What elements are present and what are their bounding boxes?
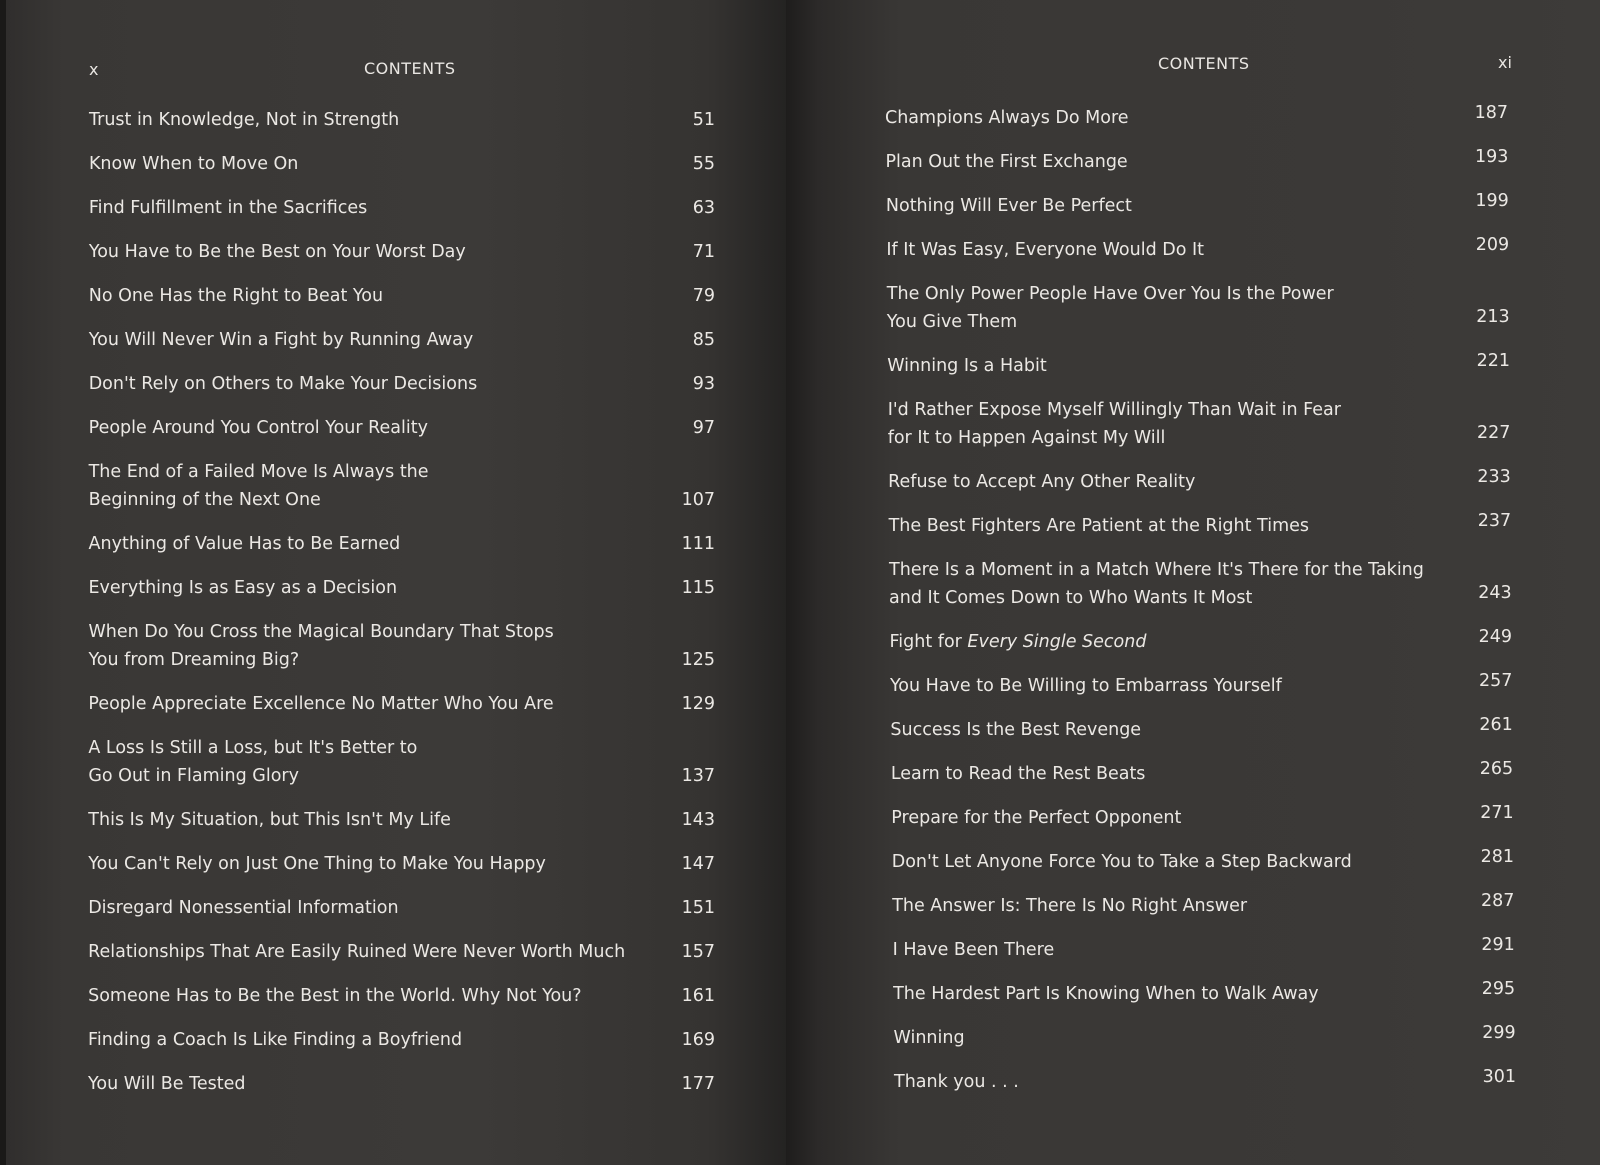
toc-entry-title-line: Refuse to Accept Any Other Reality: [888, 472, 1196, 492]
toc-entry-page-number: 187: [1474, 103, 1508, 123]
toc-entry-title-line: Prepare for the Perfect Opponent: [891, 808, 1182, 828]
toc-entry: [88, 982, 715, 1010]
toc-entry-title-line: and It Comes Down to Who Wants It Most: [889, 588, 1253, 608]
toc-entry-title: [890, 672, 1282, 700]
toc-entry-title-line: Learn to Read the Rest Beats: [890, 764, 1146, 784]
left-page: [0, 0, 786, 1165]
toc-entry-page-number: 111: [681, 534, 715, 554]
toc-entry-title-line: Don't Let Anyone Force You to Take a Step Backward: [891, 852, 1352, 872]
toc-entry-title-line: Disregard Nonessential Information: [88, 898, 399, 918]
toc-entry: [892, 935, 1515, 964]
toc-entry-title-line: Everything Is as Easy as a Decision: [88, 578, 398, 598]
toc-entry-title: [890, 716, 1141, 744]
toc-entry: [88, 1026, 715, 1054]
toc-entry-title-italic: Every Single Second: [967, 632, 1147, 652]
toc-entry: [88, 690, 715, 718]
toc-entry: [88, 238, 715, 266]
toc-entry-title: [889, 556, 1424, 612]
toc-entry-title-line: You Will Never Win a Fight by Running Away: [88, 330, 474, 350]
toc-entry-title-line: Finding a Coach Is Like Finding a Boyfriend: [88, 1030, 463, 1050]
toc-entry-title-line: Trust in Knowledge, Not in Strength: [89, 110, 400, 130]
toc-entry-page-number: 115: [681, 578, 715, 598]
toc-entry-page-number: 257: [1478, 671, 1513, 691]
toc-entry-page-number: 193: [1474, 147, 1509, 167]
toc-entry-title: [885, 104, 1129, 132]
right-page: [786, 0, 1600, 1165]
toc-entry-title-line: Winning: [893, 1028, 965, 1048]
toc-entry: [893, 1023, 1516, 1052]
toc-entry: [88, 574, 715, 602]
toc-entry-title: [88, 618, 553, 674]
toc-entry-page-number: 151: [681, 898, 715, 918]
toc-entry-page-number: 161: [681, 986, 715, 1006]
toc-entry-title-line: Nothing Will Ever Be Perfect: [885, 196, 1132, 216]
right-header: CONTENTS: [1158, 54, 1250, 73]
toc-entry-title: [89, 282, 383, 310]
toc-entry: [891, 803, 1514, 832]
toc-entry-title-line: You from Dreaming Big?: [88, 650, 300, 670]
toc-entry-title: [89, 238, 466, 266]
toc-entry-page-number: 233: [1477, 467, 1511, 487]
toc-entry-title: [88, 1070, 245, 1098]
toc-entry-title-line: Beginning of the Next One: [88, 490, 321, 510]
toc-entry-title: [890, 628, 1147, 656]
toc-entry-title: [88, 894, 398, 922]
toc-entry: [889, 556, 1512, 612]
toc-entry-title: [88, 1026, 462, 1054]
toc-entry-title-line: This Is My Situation, but This Isn't My Life: [88, 810, 451, 830]
toc-entry-title: [893, 936, 1055, 964]
toc-entry-title: [894, 1068, 1019, 1096]
toc-entry-page-number: 93: [692, 374, 715, 394]
toc-entry-page-number: 295: [1481, 979, 1516, 999]
toc-entry: [88, 150, 715, 178]
toc-entry-title: [887, 352, 1046, 380]
toc-entry-page-number: 249: [1478, 627, 1512, 647]
toc-entry-page-number: 227: [1476, 423, 1511, 443]
toc-entry-title: [885, 148, 1127, 176]
toc-entry-page-number: 125: [681, 650, 715, 670]
toc-entry-page-number: 129: [681, 694, 715, 714]
toc-entry-title: [894, 1024, 965, 1052]
toc-entry-page-number: 97: [692, 418, 715, 438]
toc-entry: [887, 396, 1511, 452]
toc-entry-title-line: The Answer Is: There Is No Right Answer: [892, 896, 1248, 916]
toc-entry: [88, 806, 715, 834]
toc-entry: [894, 1067, 1516, 1096]
toc-entry-title-line: The Only Power People Have Over You Is the Power: [886, 284, 1334, 304]
toc-entry-title-line: The End of a Failed Move Is Always the: [88, 462, 429, 482]
toc-entry: [893, 979, 1516, 1008]
toc-entry-title-line: Go Out in Flaming Glory: [88, 766, 299, 786]
toc-entry-page-number: 51: [692, 110, 715, 130]
toc-entry: [88, 618, 715, 674]
toc-entry-title: [892, 848, 1352, 876]
page-edge-shadow: [0, 0, 6, 1165]
toc-entry: [88, 326, 715, 354]
toc-entry-title-line: I'd Rather Expose Myself Willingly Than Wait in Fear: [887, 400, 1341, 420]
toc-entry-page-number: 85: [692, 330, 715, 350]
toc-entry-title-line: You Can't Rely on Just One Thing to Make You Happy: [88, 854, 546, 874]
toc-entry: [88, 414, 715, 442]
toc-entry: [888, 467, 1511, 496]
toc-entry-page-number: 237: [1477, 511, 1512, 531]
toc-entry-page-number: 281: [1480, 847, 1514, 867]
toc-entry-title-line: Know When to Move On: [88, 154, 299, 174]
toc-entry-page-number: 71: [692, 242, 715, 262]
toc-entry-title-line: The Best Fighters Are Patient at the Right Times: [888, 516, 1310, 536]
toc-entry-title: [89, 326, 474, 354]
toc-entry: [88, 194, 715, 222]
right-folio: xi: [1498, 53, 1512, 72]
toc-entry: [886, 235, 1510, 264]
toc-entry-title: [888, 396, 1341, 452]
toc-entry-title-line: Don't Rely on Others to Make Your Decisions: [88, 374, 478, 394]
toc-entry-title-line: When Do You Cross the Magical Boundary That Stops: [88, 622, 554, 642]
toc-entry-title-line: Success Is the Best Revenge: [890, 720, 1142, 740]
toc-entry-title-line: Fight for Every Single Second: [889, 632, 1147, 652]
toc-entry-title-line: I Have Been There: [892, 940, 1055, 960]
toc-entry: [88, 282, 715, 310]
toc-entry-page-number: 265: [1479, 759, 1514, 779]
toc-entry-title-line: There Is a Moment in a Match Where It's There for the Taking: [889, 560, 1424, 580]
toc-entry: [888, 511, 1512, 540]
toc-entry-page-number: 55: [692, 154, 715, 174]
toc-entry-title-line: Champions Always Do More: [885, 108, 1129, 128]
toc-entry-title: [88, 982, 581, 1010]
toc-entry-title-line: The Hardest Part Is Knowing When to Walk Away: [893, 984, 1319, 1004]
toc-entry-page-number: 169: [681, 1030, 715, 1050]
toc-entry-title-line: Someone Has to Be the Best in the World. Why Not You?: [88, 986, 582, 1006]
toc-entry-title-line: A Loss Is Still a Loss, but It's Better to: [88, 738, 418, 758]
toc-entry-title: [89, 370, 478, 398]
toc-entry: [889, 671, 1513, 700]
left-folio: x: [89, 60, 99, 79]
toc-entry-title-line: You Have to Be Willing to Embarrass Yourself: [889, 676, 1282, 696]
toc-entry-title: [891, 760, 1146, 788]
toc-entry-page-number: 157: [681, 942, 715, 962]
toc-entry-page-number: 177: [681, 1074, 715, 1094]
toc-entry-title: [888, 468, 1195, 496]
toc-entry-title-line: You Will Be Tested: [88, 1074, 246, 1094]
toc-entry-page-number: 147: [681, 854, 715, 874]
toc-entry-title-line: You Have to Be the Best on Your Worst Day: [88, 242, 466, 262]
toc-entry-title: [88, 734, 417, 790]
toc-entry-title: [88, 850, 546, 878]
toc-entry-title: [886, 192, 1132, 220]
toc-entry-page-number: 143: [681, 810, 715, 830]
toc-entry-page-number: 243: [1478, 583, 1512, 603]
toc-entry: [885, 191, 1509, 220]
toc-entry-title: [893, 980, 1319, 1008]
toc-entry-title: [89, 530, 401, 558]
toc-entry-title-line: Winning Is a Habit: [887, 356, 1047, 376]
toc-entry-title: [89, 106, 399, 134]
toc-entry-page-number: 271: [1480, 803, 1514, 823]
toc-entry-title-line: Find Fulfillment in the Sacrifices: [88, 198, 368, 218]
toc-entry: [88, 938, 715, 966]
toc-entry-title-line: No One Has the Right to Beat You: [88, 286, 384, 306]
toc-entry-title: [891, 804, 1181, 832]
toc-entry: [88, 850, 715, 878]
toc-entry-title: [88, 690, 553, 718]
toc-entry-title-line: You Give Them: [886, 312, 1018, 332]
toc-entry: [88, 1070, 715, 1098]
toc-entry-title: [89, 414, 428, 442]
toc-entry: [890, 715, 1513, 744]
toc-entry-title-line: People Appreciate Excellence No Matter Who You Are: [88, 694, 554, 714]
toc-entry: [88, 734, 715, 790]
toc-entry-page-number: 301: [1482, 1067, 1516, 1087]
toc-entry-page-number: 287: [1480, 891, 1515, 911]
toc-entry-title-line: If It Was Easy, Everyone Would Do It: [886, 240, 1205, 260]
toc-entry: [890, 759, 1514, 788]
toc-entry-title-line: Thank you . . .: [894, 1072, 1019, 1092]
toc-entry-title: [892, 892, 1247, 920]
toc-entry: [88, 894, 715, 922]
toc-entry-title: [89, 150, 298, 178]
toc-entry-title: [88, 938, 625, 966]
toc-entry-page-number: 209: [1475, 235, 1510, 255]
toc-entry-page-number: 261: [1479, 715, 1513, 735]
toc-entry-page-number: 299: [1482, 1023, 1516, 1043]
toc-entry-page-number: 291: [1481, 935, 1515, 955]
toc-entry: [886, 280, 1510, 336]
toc-entry: [891, 847, 1514, 876]
toc-entry: [889, 627, 1512, 656]
toc-entry-title: [88, 806, 451, 834]
toc-entry-page-number: 221: [1476, 351, 1510, 371]
toc-entry-title-line: for It to Happen Against My Will: [887, 428, 1166, 448]
toc-entry-title: [887, 280, 1334, 336]
toc-entry-title: [89, 194, 367, 222]
toc-entry: [88, 458, 715, 514]
toc-entry: [885, 147, 1509, 176]
toc-entry: [89, 106, 715, 134]
toc-entry: [892, 891, 1515, 920]
toc-entry: [885, 103, 1508, 132]
toc-entry: [887, 351, 1510, 380]
toc-entry-title-line: Relationships That Are Easily Ruined Were Never Worth Much: [88, 942, 626, 962]
toc-entry-title: [89, 574, 398, 602]
toc-entry-page-number: 137: [681, 766, 715, 786]
toc-entry-title: [886, 236, 1204, 264]
toc-entry-page-number: 107: [681, 490, 715, 510]
toc-entry-page-number: 63: [692, 198, 715, 218]
toc-entry-title: [889, 512, 1309, 540]
toc-entry-title-line: Anything of Value Has to Be Earned: [88, 534, 401, 554]
toc-entry-title: [89, 458, 429, 514]
toc-entry-title-line: People Around You Control Your Reality: [88, 418, 428, 438]
toc-entry-title-line: Plan Out the First Exchange: [885, 152, 1128, 172]
toc-entry-page-number: 213: [1476, 307, 1510, 327]
toc-entry: [88, 530, 715, 558]
left-header: CONTENTS: [364, 59, 456, 78]
toc-entry-page-number: 199: [1475, 191, 1509, 211]
toc-entry-page-number: 79: [692, 286, 715, 306]
toc-entry: [88, 370, 715, 398]
